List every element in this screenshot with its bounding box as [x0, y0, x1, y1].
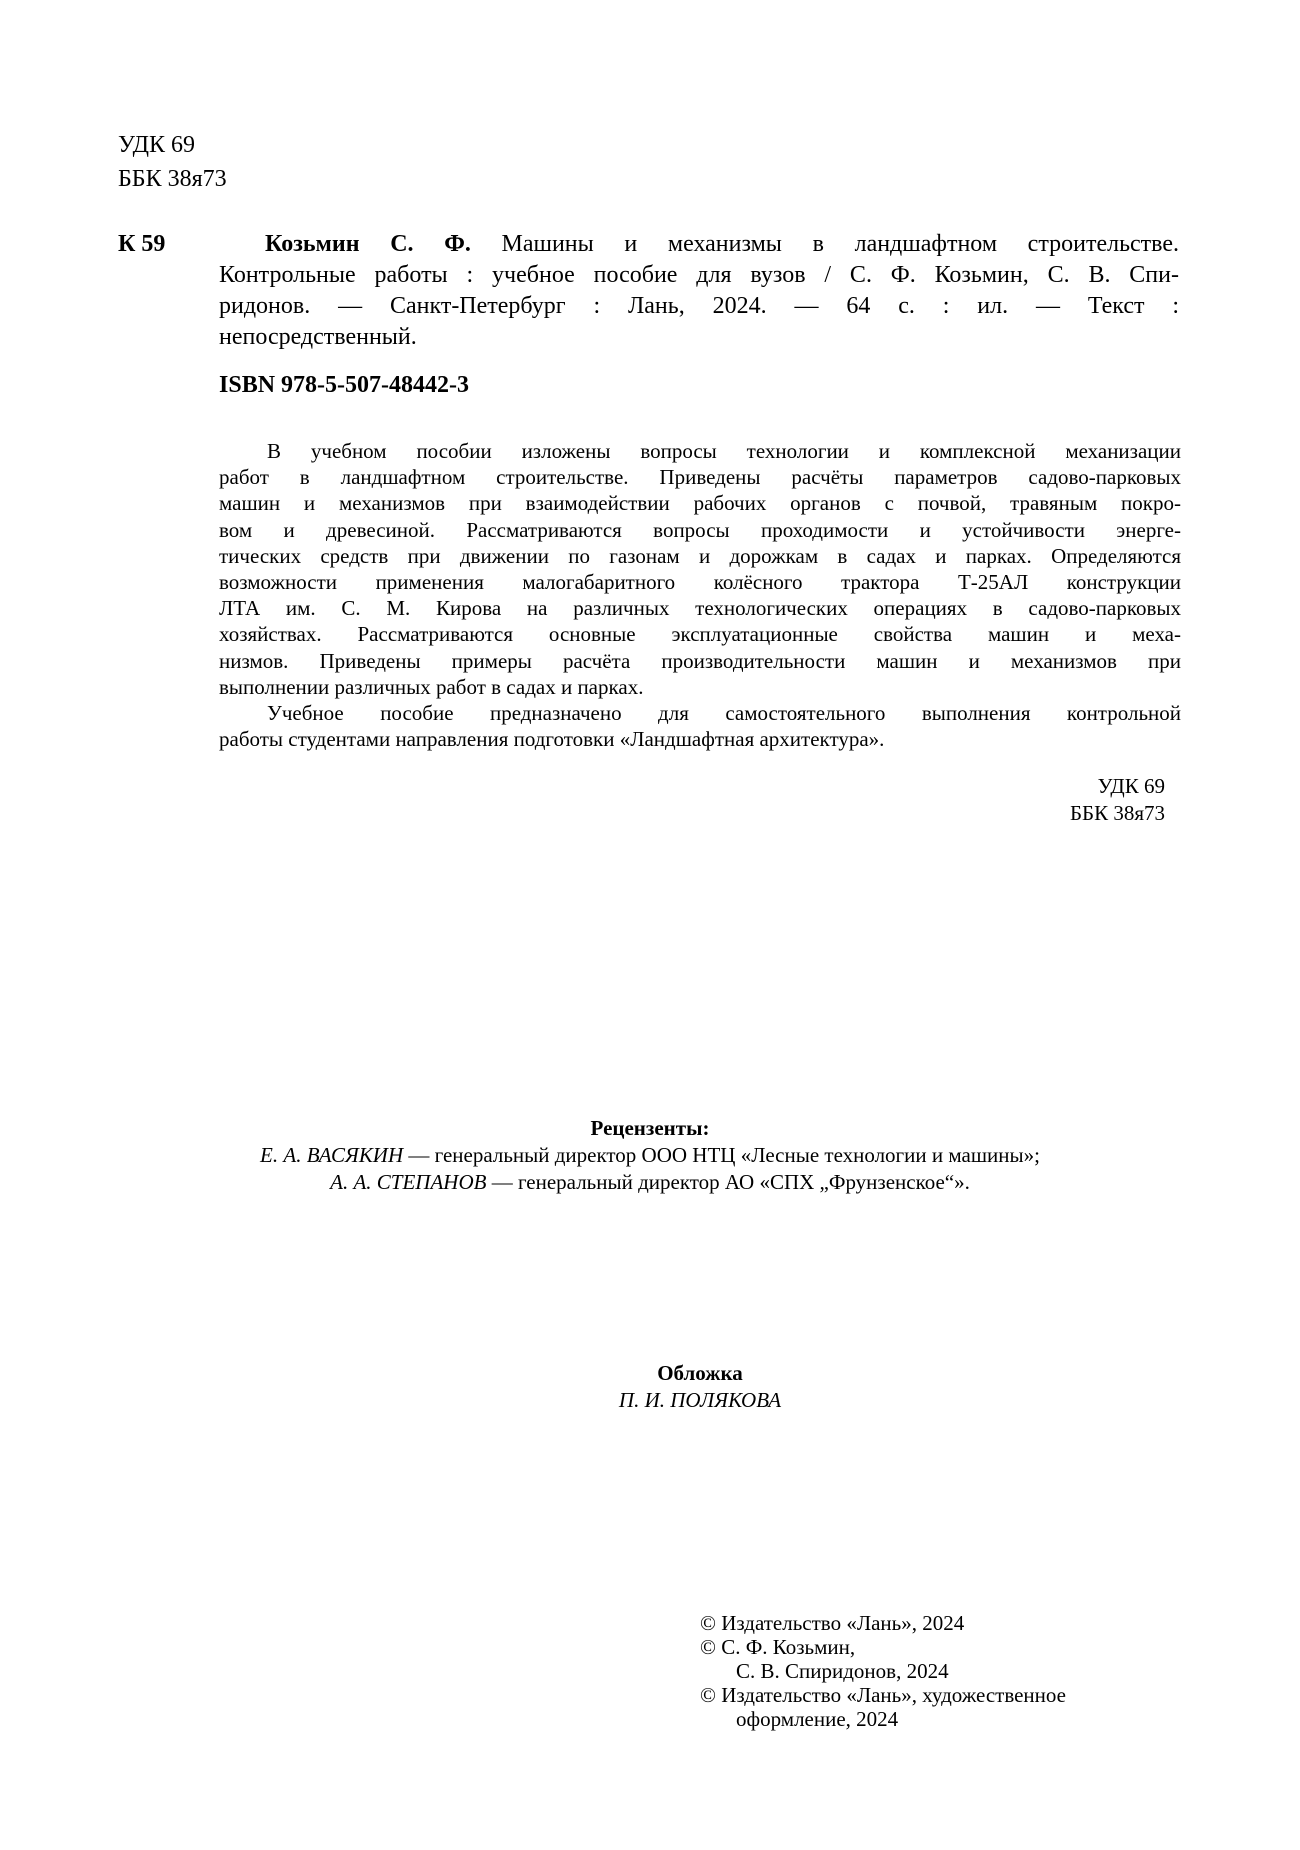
isbn: ISBN 978-5-507-48442-3 [219, 372, 469, 398]
cover-designer: П. И. ПОЛЯКОВА [618, 1388, 782, 1412]
book-title: Машины и механизмы в ландшафтном строительстве. [501, 231, 1179, 257]
abstract-line: хозяйствах. Рассматриваются основные эксплуатационные свойства машин и меха- [219, 622, 1181, 647]
abstract-line: тических средств при движении по газонам и дорожкам в садах и парках. Определяются [219, 543, 1181, 568]
reviewer-1-position: — генеральный директор ООО НТЦ «Лесные технологии и машины»; [403, 1143, 1040, 1167]
bbk-code: ББК 38я73 [118, 166, 227, 192]
author-name: Козьмин С. Ф. [265, 231, 471, 257]
copyright-line: © Издательство «Лань», 2024 [700, 1611, 965, 1635]
reviewer-2-position: — генеральный директор АО «СПХ „Фрунзенское“». [486, 1170, 970, 1194]
abstract-line: выполнении различных работ в садах и парках. [219, 674, 644, 699]
reviewer-1 [0, 1142, 1300, 1169]
abstract-line: возможности применения малогабаритного колёсного трактора Т-25АЛ конструкции [219, 569, 1181, 594]
reviewers-block [0, 1115, 1300, 1196]
abstract-line: ЛТА им. С. М. Кирова на различных технологических операциях в садово-парковых [219, 596, 1181, 621]
reviewer-1-name: Е. А. ВАСЯКИН [260, 1143, 404, 1167]
bbk-code-footer: ББК 38я73 [1069, 801, 1165, 825]
copyright-line: © С. Ф. Козьмин, [700, 1635, 856, 1659]
copyright-line: С. В. Спиридонов, 2024 [736, 1659, 949, 1683]
abstract-line: работы студентами направления подготовки «Ландшафтная архитектура». [219, 727, 885, 752]
abstract-line: машин и механизмов при взаимодействии рабочих органов с почвой, травяным покро- [219, 491, 1181, 516]
udk-code-footer: УДК 69 [1097, 774, 1165, 798]
biblio-line-2: Контрольные работы : учебное пособие для вузов / С. Ф. Козьмин, С. В. Спи- [219, 262, 1179, 288]
abstract [219, 438, 1181, 752]
copyright-block [700, 1611, 1066, 1731]
udk-code: УДК 69 [118, 132, 195, 158]
classification-header [118, 128, 227, 196]
reviewer-2-name: А. А. СТЕПАНОВ [330, 1170, 487, 1194]
biblio-line-4: непосредственный. [219, 324, 417, 350]
copyright-line: оформление, 2024 [736, 1707, 899, 1731]
abstract-line: вом и древесиной. Рассматриваются вопросы проходимости и устойчивости энерге- [219, 517, 1181, 542]
reviewers-heading: Рецензенты: [590, 1116, 710, 1140]
abstract-line: Учебное пособие предназначено для самостоятельного выполнения контрольной [267, 700, 1181, 725]
copyright-line: © Издательство «Лань», художественное [700, 1683, 1066, 1707]
bibliographic-description [219, 229, 1179, 353]
cover-credit [0, 1360, 1300, 1414]
author-mark: К 59 [118, 231, 166, 257]
abstract-line: низмов. Приведены примеры расчёта производительности машин и механизмов при [219, 648, 1181, 673]
reviewer-2 [0, 1169, 1300, 1196]
abstract-line: В учебном пособии изложены вопросы технологии и комплексной механизации [267, 439, 1181, 463]
biblio-line-3: ридонов. — Санкт-Петербург : Лань, 2024. — 64 с. : ил. — Текст : [219, 293, 1179, 319]
biblio-line-1 [219, 229, 1179, 260]
abstract-line: работ в ландшафтном строительстве. Приведены расчёты параметров садово-парковых [219, 465, 1181, 490]
classification-footer [1040, 773, 1165, 827]
cover-heading: Обложка [657, 1361, 743, 1385]
